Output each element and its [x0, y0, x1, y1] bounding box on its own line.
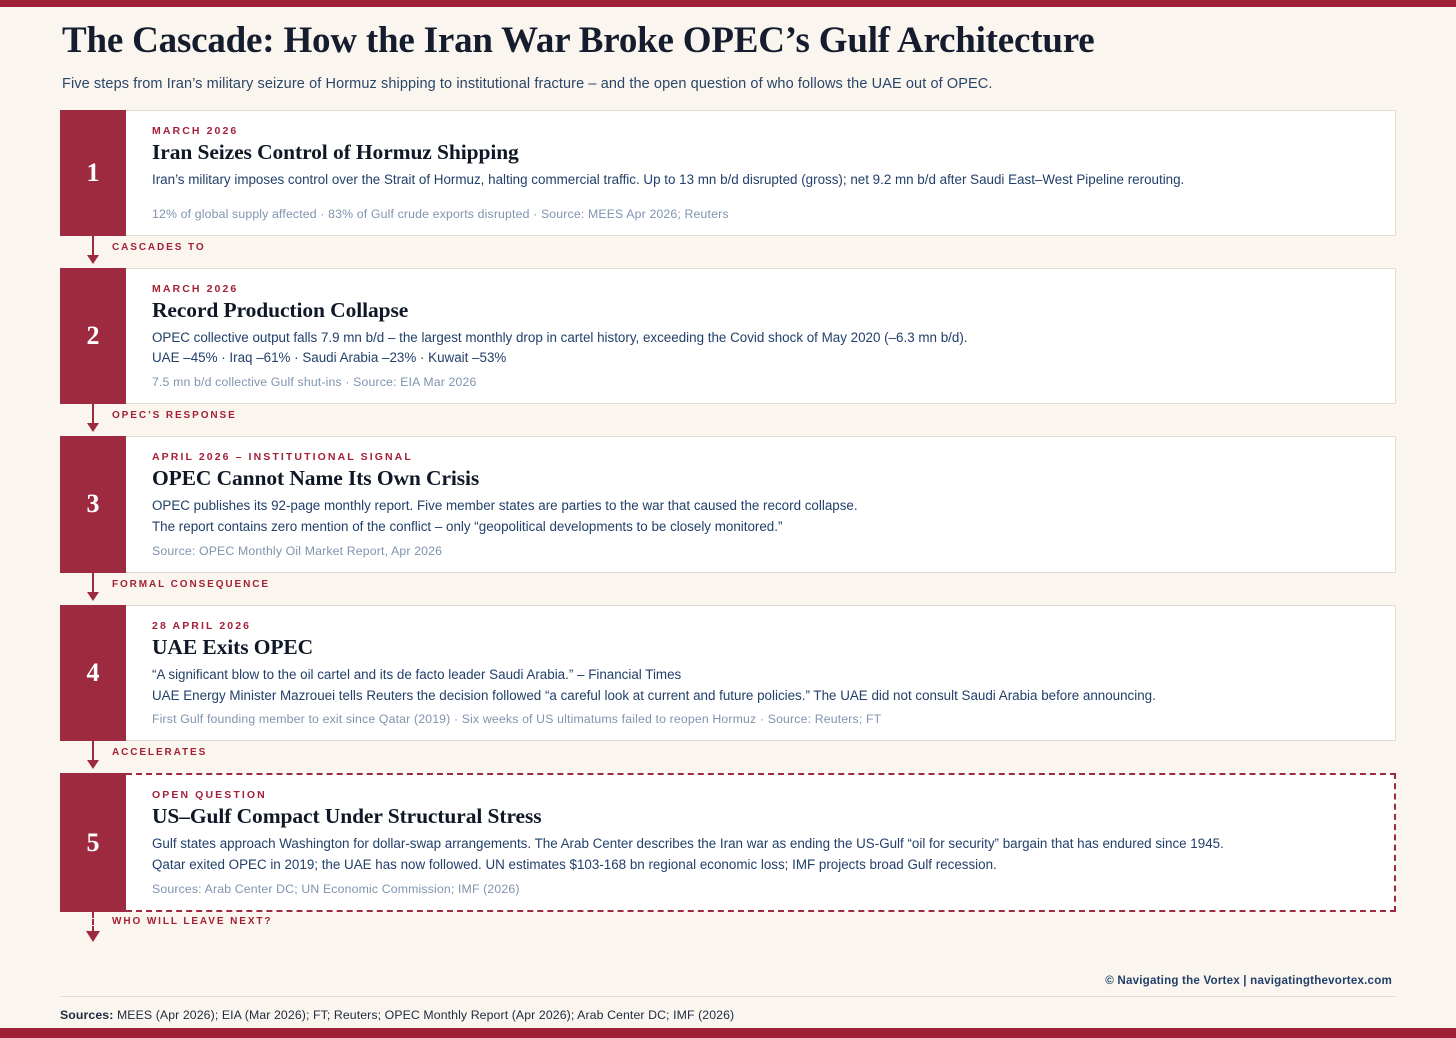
- step-body-line: Qatar exited OPEC in 2019; the UAE has now followed. UN estimates $103-168 bn regional economic loss; IMF projects broad Gulf recession.: [152, 857, 997, 873]
- arrow-down-icon: [87, 760, 99, 769]
- connector-stem: [92, 572, 94, 594]
- arrow-down-icon: [87, 592, 99, 601]
- page-container: [0, 7, 1456, 1028]
- step-meta: 12% of global supply affected · 83% of Gulf crude exports disrupted · Source: MEES Apr 2026; Reuters: [152, 206, 729, 221]
- step-meta: 7.5 mn b/d collective Gulf shut-ins · Source: EIA Mar 2026: [152, 375, 477, 390]
- cascade-step-4: [60, 605, 1396, 742]
- connector-3: [60, 573, 1396, 605]
- step-card: [126, 436, 1396, 573]
- step-card-open-question: [126, 773, 1396, 912]
- step-body-line: “A significant blow to the oil cartel and its de facto leader Saudi Arabia.” – Financial Times: [152, 666, 682, 682]
- step-eyebrow: APRIL 2026 – INSTITUTIONAL SIGNAL: [152, 451, 413, 464]
- connector-label: ACCELERATES: [112, 747, 208, 759]
- credit-line: © Navigating the Vortex | navigatingthevortex.com: [1105, 973, 1392, 987]
- step-meta: Source: OPEC Monthly Oil Market Report, Apr 2026: [152, 543, 443, 558]
- arrow-down-icon: [87, 255, 99, 264]
- bottom-accent-bar: [0, 1028, 1456, 1038]
- step-eyebrow: MARCH 2026: [152, 124, 239, 137]
- top-accent-bar: [0, 0, 1456, 7]
- cascade-steps: [60, 110, 1396, 956]
- step-meta: First Gulf founding member to exit since Qatar (2019) · Six weeks of US ultimatums failed to reopen Hormuz · Source: Reuters; FT: [152, 712, 882, 727]
- connector-stem: [92, 403, 94, 425]
- step-body-line: Gulf states approach Washington for dollar-swap arrangements. The Arab Center describes the Iran war as ending the US-Gulf “oil for security” bargain that has endured since 1945.: [152, 836, 1224, 852]
- step-card: [126, 268, 1396, 405]
- step-headline: Record Production Collapse: [152, 297, 409, 322]
- step-card: [126, 110, 1396, 236]
- step-body-line: The report contains zero mention of the conflict – only “geopolitical developments to be closely monitored.”: [152, 518, 783, 534]
- sources-line: [60, 997, 1396, 1022]
- connector-1: [60, 236, 1396, 268]
- header: [60, 7, 1396, 92]
- step-body-line: UAE –45% · Iraq –61% · Saudi Arabia –23% · Kuwait –53%: [152, 350, 507, 366]
- sources-text: MEES (Apr 2026); EIA (Mar 2026); FT; Reuters; OPEC Monthly Report (Apr 2026); Arab Center DC; IMF (2026): [113, 1007, 735, 1022]
- connector-label: FORMAL CONSEQUENCE: [112, 578, 270, 590]
- cascade-step-1: [60, 110, 1396, 236]
- step-number-badge: 2: [60, 268, 126, 405]
- connector-stem: [92, 740, 94, 762]
- connector-label: CASCADES TO: [112, 241, 206, 253]
- step-headline: US–Gulf Compact Under Structural Stress: [152, 804, 542, 829]
- step-number-badge: 5: [60, 773, 126, 912]
- step-headline: OPEC Cannot Name Its Own Crisis: [152, 466, 480, 491]
- step-body-line: UAE Energy Minister Mazrouei tells Reuters the decision followed “a careful look at current and future policies.” The UAE did not consult Saudi Arabia before announcing.: [152, 687, 1156, 703]
- step-card: [126, 605, 1396, 742]
- step-body-line: OPEC publishes its 92-page monthly report. Five member states are parties to the war that caused the record collapse.: [152, 498, 858, 514]
- step-meta: Sources: Arab Center DC; UN Economic Commission; IMF (2026): [152, 881, 520, 896]
- connector-4: [60, 741, 1396, 773]
- step-headline: UAE Exits OPEC: [152, 634, 314, 659]
- step-headline: Iran Seizes Control of Hormuz Shipping: [152, 139, 519, 164]
- page-subtitle: Five steps from Iran’s military seizure of Hormuz shipping to institutional fracture – and the open question of who follows the UAE out of OPEC.: [62, 75, 993, 92]
- open-question-tail: [60, 912, 1396, 956]
- connector-stem: [92, 235, 94, 257]
- step-eyebrow: OPEN QUESTION: [152, 789, 267, 802]
- tail-stem: [92, 912, 94, 932]
- step-number-badge: 1: [60, 110, 126, 236]
- connector-label: OPEC’S RESPONSE: [112, 410, 237, 422]
- cascade-step-5: [60, 773, 1396, 912]
- cascade-step-3: [60, 436, 1396, 573]
- arrow-down-icon: [87, 423, 99, 432]
- step-body-line: Iran’s military imposes control over the Strait of Hormuz, halting commercial traffic. Up to 13 mn b/d disrupted (gross); net 9.2 mn b/d after Saudi East–West Pipeline rerouting.: [152, 171, 1185, 187]
- step-number-badge: 3: [60, 436, 126, 573]
- card-spacer: [152, 190, 1373, 206]
- cascade-step-2: [60, 268, 1396, 405]
- connector-2: [60, 404, 1396, 436]
- tail-label: WHO WILL LEAVE NEXT?: [112, 915, 273, 927]
- step-body-line: OPEC collective output falls 7.9 mn b/d – the largest monthly drop in cartel history, exceeding the Covid shock of May 2020 (–6.3 mn b/d).: [152, 329, 968, 345]
- step-eyebrow: MARCH 2026: [152, 282, 239, 295]
- step-eyebrow: 28 APRIL 2026: [152, 619, 252, 632]
- sources-label: Sources:: [60, 1007, 114, 1022]
- page-title: The Cascade: How the Iran War Broke OPEC’s Gulf Architecture: [62, 20, 1095, 61]
- step-number-badge: 4: [60, 605, 126, 742]
- arrow-down-icon: [86, 931, 100, 942]
